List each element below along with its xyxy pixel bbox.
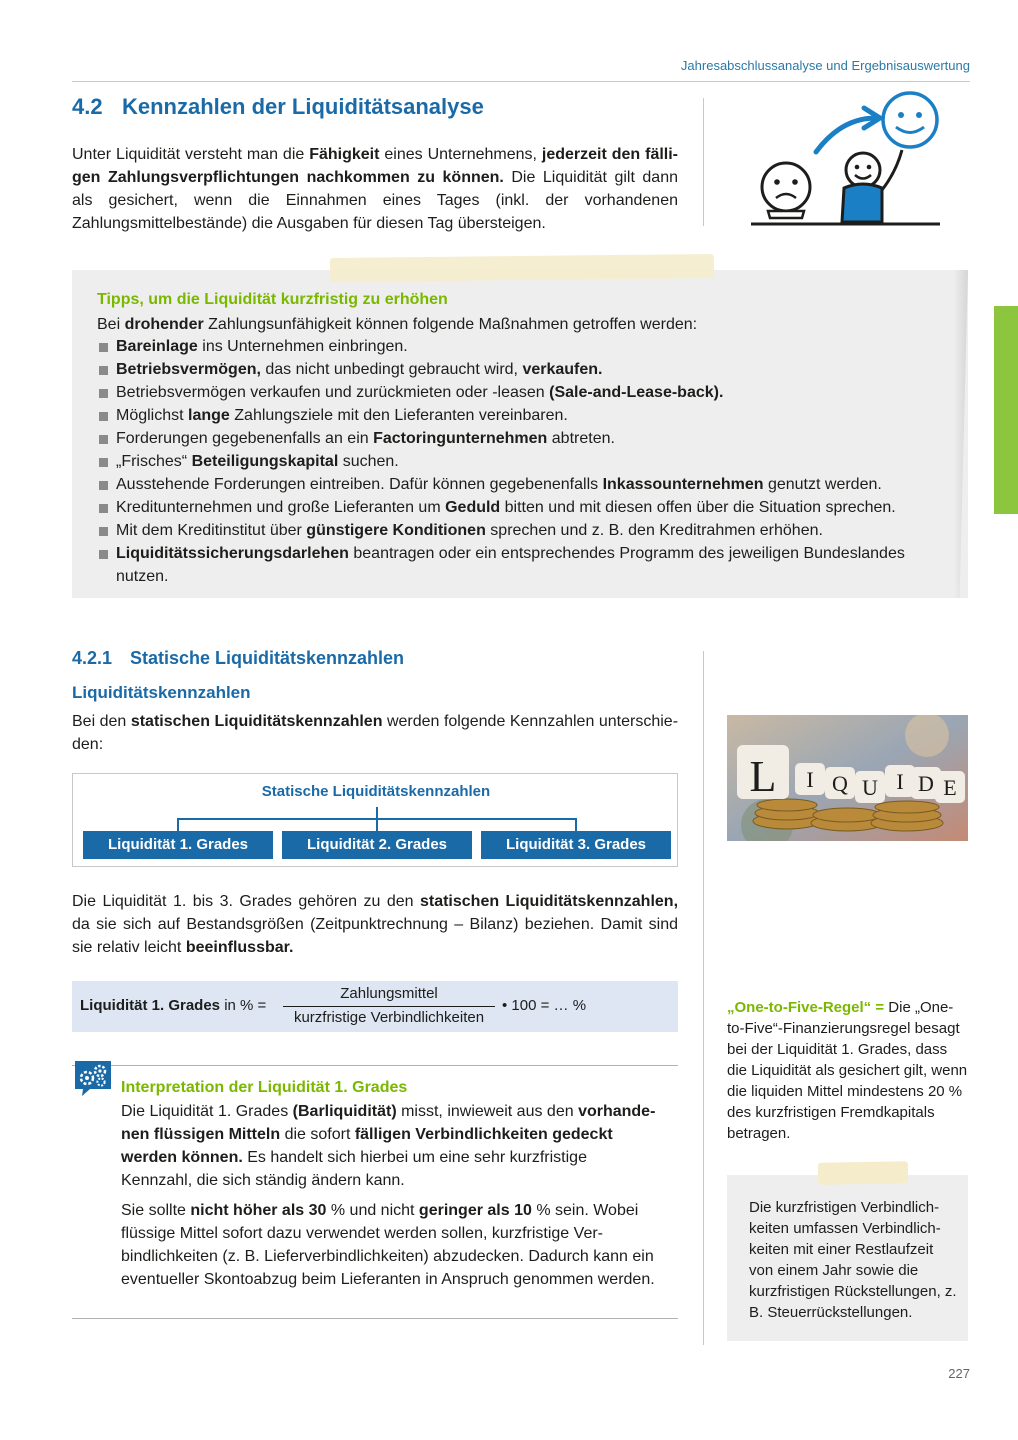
- list-item: Möglichst lange Zahlungsziele mit den Lieferanten vereinbaren.: [97, 404, 947, 427]
- subsection-intro: Bei den statischen Liquiditätskennzahlen werden folgende Kennzahlen unterschieden:: [72, 713, 679, 753]
- list-item: Ausstehende Forderungen eintreiben. Dafür können gegebenenfalls Inkassounternehmen genutzt werden.: [97, 473, 947, 496]
- column-divider: [703, 98, 704, 226]
- liquide-dice-photo: [727, 715, 968, 841]
- die-letter: I: [806, 767, 814, 792]
- interpretation-paragraph-2: Sie sollte nicht höher als 30 % und nicht geringer als 10 % sein. Wobei flüssige Mittel sofort dazu verwendet werden sollen, kurzfristige Verbindlichkeiten (z. B. Lieferverbindlichkeiten) abzudecken. Dadurch kann ein eventueller Skontoabzug beim Lieferanten in Anspruch genommen werden.: [121, 1202, 655, 1288]
- tips-title: Tipps, um die Liquidität kurzfristig zu erhöhen: [97, 291, 448, 308]
- fraction-bar: [283, 1006, 495, 1007]
- formula-label: Liquidität 1. Grades in % =: [80, 997, 267, 1014]
- formula-numerator: Zahlungsmittel: [340, 985, 438, 1002]
- section-number: 4.2: [72, 94, 103, 119]
- formula-denominator: kurzfristige Verbindlichkeiten: [293, 1009, 485, 1026]
- gears-icon: [72, 1058, 114, 1098]
- chapter-tab-marker: [994, 306, 1018, 514]
- liquidity-diagram: [72, 773, 678, 867]
- intro-paragraph: Unter Liquidität versteht man die Fähigkeit eines Unternehmens, jederzeit den fälligen Zahlungsverpflichtungen nachkommen zu können. Die Liquidität gilt dann als gesichert, wenn die Einnahmen eines Tages (inkl. der vorhandenen Zahlungsmittelbestände) die Ausgaben für diesen Tag übersteigen.: [72, 146, 678, 232]
- diagram-connector: [575, 818, 577, 832]
- header-rule: [72, 81, 970, 82]
- interpretation-paragraph-1: Die Liquidität 1. Grades (Barliquidität) misst, inwieweit aus den vorhandenen flüssigen Mitteln die sofort fälligen Verbindlichkeiten gedeckt werden können. Es handelt sich hierbei um eine sehr kurzfristige Kennzahl, die sich ständig ändern kann.: [121, 1103, 656, 1189]
- die-letter: I: [896, 769, 904, 794]
- running-head: Jahresabschlussanalyse und Ergebnisauswertung: [680, 58, 970, 73]
- section-title: [72, 94, 484, 120]
- list-item: Betriebsvermögen, das nicht unbedingt gebraucht wird, verkaufen.: [97, 358, 947, 381]
- one-to-five-rule-note: „One-to-Five-Regel“ = Die „One-to-Five“-Finanzierungsregel besagt bei der Liquidität 1. Grades, dass die Liquidität als gesichert gilt, wenn die liquiden Mittel mindestens 20 % des kurzfristigen Fremdkapitals betragen.: [727, 999, 968, 1142]
- grade-box-3: Liquidität 3. Grades: [481, 831, 671, 859]
- die-letter: U: [862, 775, 878, 800]
- section-title-text: Kennzahlen der Liquiditätsanalyse: [122, 94, 484, 119]
- die-letter: Q: [832, 771, 848, 796]
- static-ratios-paragraph: Die Liquidität 1. bis 3. Grades gehören zu den statischen Liquiditätskennzahlen, da sie sich auf Bestandsgrößen (Zeitpunktrechnung – Bilanz) beziehen. Damit sind sie relativ leicht beeinflussbar.: [72, 893, 679, 956]
- page-number: 227: [948, 1366, 970, 1381]
- smiley-illustration: [746, 90, 968, 230]
- interpretation-rule-bottom: [72, 1318, 678, 1319]
- tape-decoration: [818, 1161, 908, 1185]
- diagram-connector: [177, 818, 577, 820]
- list-item: „Frisches“ Beteiligungskapital suchen.: [97, 450, 947, 473]
- diagram-title: Statische Liquiditätskennzahlen: [261, 783, 491, 800]
- subsection-title: [72, 648, 404, 669]
- list-item: Betriebsvermögen verkaufen und zurückmieten oder -leasen (Sale-and-Lease-back).: [97, 381, 947, 404]
- die-letter: L: [749, 752, 777, 801]
- definition-note-text: Die kurzfristigen Verbindlichkeiten umfassen Verbindlichkeiten mit einer Restlaufzeit von einem Jahr sowie die kurzfristigen Rückstellungen, z. B. Steuerrückstellungen.: [749, 1199, 957, 1321]
- formula-box: [72, 981, 678, 1032]
- subsection-number: 4.2.1: [72, 648, 113, 668]
- interpretation-title: Interpretation der Liquidität 1. Grades: [121, 1079, 408, 1096]
- tips-intro: Bei drohender Zahlungsunfähigkeit können folgende Maßnahmen getroffen werden:: [97, 316, 698, 333]
- formula-tail: • 100 = … %: [502, 997, 587, 1014]
- die-letter: D: [918, 771, 934, 796]
- grade-box-2: Liquidität 2. Grades: [282, 831, 472, 859]
- tips-list: [97, 335, 947, 588]
- diagram-connector: [177, 818, 179, 832]
- list-item: Liquiditätssicherungsdarlehen beantragen oder ein entsprechendes Programm des jeweiligen Bundeslandes nutzen.: [97, 542, 947, 588]
- list-item: Kreditunternehmen und große Lieferanten um Geduld bitten und mit diesen offen über die Situation sprechen.: [97, 496, 947, 519]
- list-item: Mit dem Kreditinstitut über günstigere Konditionen sprechen und z. B. den Kreditrahmen erhöhen.: [97, 519, 947, 542]
- column-divider: [703, 651, 704, 1345]
- list-item: Forderungen gegebenenfalls an ein Factoringunternehmen abtreten.: [97, 427, 947, 450]
- tape-decoration: [330, 254, 714, 282]
- interpretation-rule-top: [72, 1065, 678, 1066]
- subsection-title-text: Statische Liquiditätskennzahlen: [130, 648, 405, 668]
- die-letter: E: [943, 775, 957, 800]
- subsubsection-title: Liquiditätskennzahlen: [72, 683, 251, 702]
- list-item: Bareinlage ins Unternehmen einbringen.: [97, 335, 947, 358]
- grade-box-1: Liquidität 1. Grades: [83, 831, 273, 859]
